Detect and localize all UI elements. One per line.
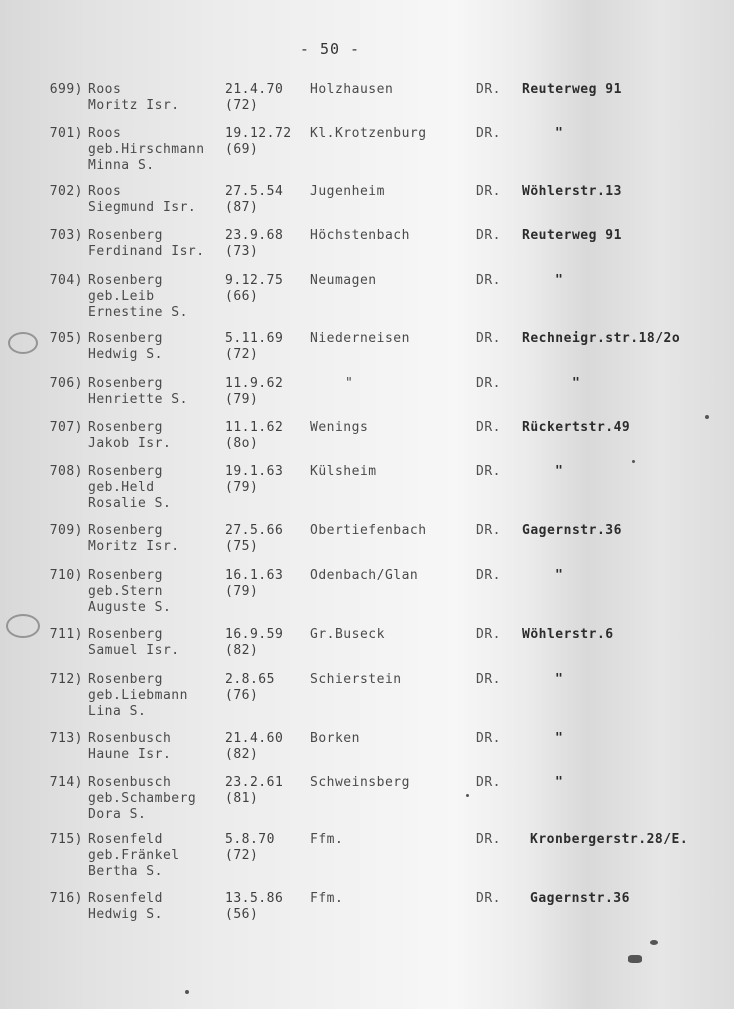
- entry-address: Wöhlerstr.6: [522, 627, 614, 642]
- entry-name: Rosenberg Jakob Isr.: [88, 420, 172, 451]
- entry-address: Gagernstr.36: [522, 523, 622, 538]
- entry-birthplace: Jugenheim: [310, 184, 385, 199]
- entry-birthdate: 16.9.59 (82): [225, 627, 284, 658]
- entry-birthplace: Ffm.: [310, 832, 344, 847]
- entry-birthplace: Wenings: [310, 420, 369, 435]
- entry-city: DR.: [476, 568, 501, 583]
- entry-address: Reuterweg 91: [522, 82, 622, 97]
- entry-name: Rosenbusch geb.Schamberg Dora S.: [88, 775, 197, 822]
- entry-name: Rosenfeld Hedwig S.: [88, 891, 163, 922]
- entry-birthplace: Schweinsberg: [310, 775, 410, 790]
- entry-number: 714): [49, 775, 83, 790]
- entry-birthplace: Niederneisen: [310, 331, 410, 346]
- entry-birthplace: Borken: [310, 731, 360, 746]
- entry-name: Roos Siegmund Isr.: [88, 184, 197, 215]
- entry-number: 705): [49, 331, 83, 346]
- entry-city: DR.: [476, 331, 501, 346]
- ink-speck: [632, 460, 635, 463]
- entry-name: Rosenberg geb.Held Rosalie S.: [88, 464, 172, 511]
- entry-birthdate: 16.1.63 (79): [225, 568, 284, 599]
- ink-speck: [705, 415, 709, 419]
- entry-birthdate: 11.1.62 (8o): [225, 420, 284, 451]
- entry-address: ": [572, 376, 581, 391]
- entry-birthdate: 2.8.65 (76): [225, 672, 275, 703]
- entry-name: Rosenberg Moritz Isr.: [88, 523, 180, 554]
- ink-smudge: [8, 332, 38, 354]
- entry-birthdate: 23.2.61 (81): [225, 775, 284, 806]
- entry-name: Roos Moritz Isr.: [88, 82, 180, 113]
- entry-name: Rosenberg Hedwig S.: [88, 331, 163, 362]
- entry-address: ": [555, 273, 564, 288]
- entry-birthplace: Schierstein: [310, 672, 402, 687]
- entry-address: ": [555, 731, 564, 746]
- entry-address: Rechneigr.str.18/2o: [522, 331, 681, 346]
- entry-birthdate: 21.4.70 (72): [225, 82, 284, 113]
- entry-name: Rosenbusch Haune Isr.: [88, 731, 172, 762]
- entry-name: Rosenberg geb.Leib Ernestine S.: [88, 273, 188, 320]
- entry-city: DR.: [476, 82, 501, 97]
- entry-name: Rosenfeld geb.Fränkel Bertha S.: [88, 832, 180, 879]
- entry-number: 716): [49, 891, 83, 906]
- entry-address: ": [555, 672, 564, 687]
- ink-speck: [650, 940, 658, 945]
- entry-birthplace: Külsheim: [310, 464, 377, 479]
- entry-birthplace: Odenbach/Glan: [310, 568, 419, 583]
- entry-address: Rückertstr.49: [522, 420, 631, 435]
- entry-name: Rosenberg Samuel Isr.: [88, 627, 180, 658]
- entry-address: Kronbergerstr.28/E.: [530, 832, 689, 847]
- entry-city: DR.: [476, 891, 501, 906]
- entry-birthplace: Gr.Buseck: [310, 627, 385, 642]
- entry-birthplace: Holzhausen: [310, 82, 394, 97]
- entry-birthplace: Kl.Krotzenburg: [310, 126, 427, 141]
- entry-city: DR.: [476, 523, 501, 538]
- entry-birthdate: 19.1.63 (79): [225, 464, 284, 495]
- entry-number: 703): [49, 228, 83, 243]
- entry-address: ": [555, 775, 564, 790]
- entry-city: DR.: [476, 775, 501, 790]
- entry-number: 704): [49, 273, 83, 288]
- entry-number: 702): [49, 184, 83, 199]
- entry-name: Rosenberg geb.Stern Auguste S.: [88, 568, 172, 615]
- entry-birthdate: 13.5.86 (56): [225, 891, 284, 922]
- entry-address: ": [555, 568, 564, 583]
- entry-city: DR.: [476, 273, 501, 288]
- entry-address: Gagernstr.36: [530, 891, 630, 906]
- entry-city: DR.: [476, 832, 501, 847]
- entry-city: DR.: [476, 627, 501, 642]
- entry-number: 711): [49, 627, 83, 642]
- entry-address: Reuterweg 91: [522, 228, 622, 243]
- entry-birthdate: 27.5.66 (75): [225, 523, 284, 554]
- entry-city: DR.: [476, 420, 501, 435]
- ink-speck: [628, 955, 642, 963]
- entry-birthdate: 23.9.68 (73): [225, 228, 284, 259]
- entry-birthdate: 11.9.62 (79): [225, 376, 284, 407]
- entry-city: DR.: [476, 184, 501, 199]
- ink-speck: [185, 990, 189, 994]
- entry-city: DR.: [476, 672, 501, 687]
- entry-address: ": [555, 126, 564, 141]
- entry-birthplace: Höchstenbach: [310, 228, 410, 243]
- entry-birthdate: 21.4.60 (82): [225, 731, 284, 762]
- entry-birthdate: 27.5.54 (87): [225, 184, 284, 215]
- entry-address: Wöhlerstr.13: [522, 184, 622, 199]
- entry-birthdate: 5.8.70 (72): [225, 832, 275, 863]
- entry-name: Rosenberg Ferdinand Isr.: [88, 228, 205, 259]
- entry-birthplace: Obertiefenbach: [310, 523, 427, 538]
- ink-speck: [466, 794, 469, 797]
- entry-name: Rosenberg Henriette S.: [88, 376, 188, 407]
- entry-address: ": [555, 464, 564, 479]
- entry-number: 712): [49, 672, 83, 687]
- entry-city: DR.: [476, 228, 501, 243]
- entry-birthplace: ": [345, 376, 354, 391]
- entry-birthdate: 19.12.72 (69): [225, 126, 292, 157]
- entry-name: Rosenberg geb.Liebmann Lina S.: [88, 672, 188, 719]
- entry-birthplace: Ffm.: [310, 891, 344, 906]
- ink-smudge: [6, 614, 40, 638]
- entry-number: 706): [49, 376, 83, 391]
- entry-number: 713): [49, 731, 83, 746]
- entry-number: 707): [49, 420, 83, 435]
- entry-number: 709): [49, 523, 83, 538]
- entry-city: DR.: [476, 731, 501, 746]
- entry-number: 715): [49, 832, 83, 847]
- entry-number: 710): [49, 568, 83, 583]
- entry-city: DR.: [476, 126, 501, 141]
- entry-birthdate: 5.11.69 (72): [225, 331, 284, 362]
- entry-number: 699): [49, 82, 83, 97]
- entry-birthdate: 9.12.75 (66): [225, 273, 284, 304]
- entry-birthplace: Neumagen: [310, 273, 377, 288]
- entry-city: DR.: [476, 464, 501, 479]
- entry-city: DR.: [476, 376, 501, 391]
- page-number: - 50 -: [299, 40, 361, 58]
- entry-number: 708): [49, 464, 83, 479]
- entry-number: 701): [49, 126, 83, 141]
- entry-name: Roos geb.Hirschmann Minna S.: [88, 126, 205, 173]
